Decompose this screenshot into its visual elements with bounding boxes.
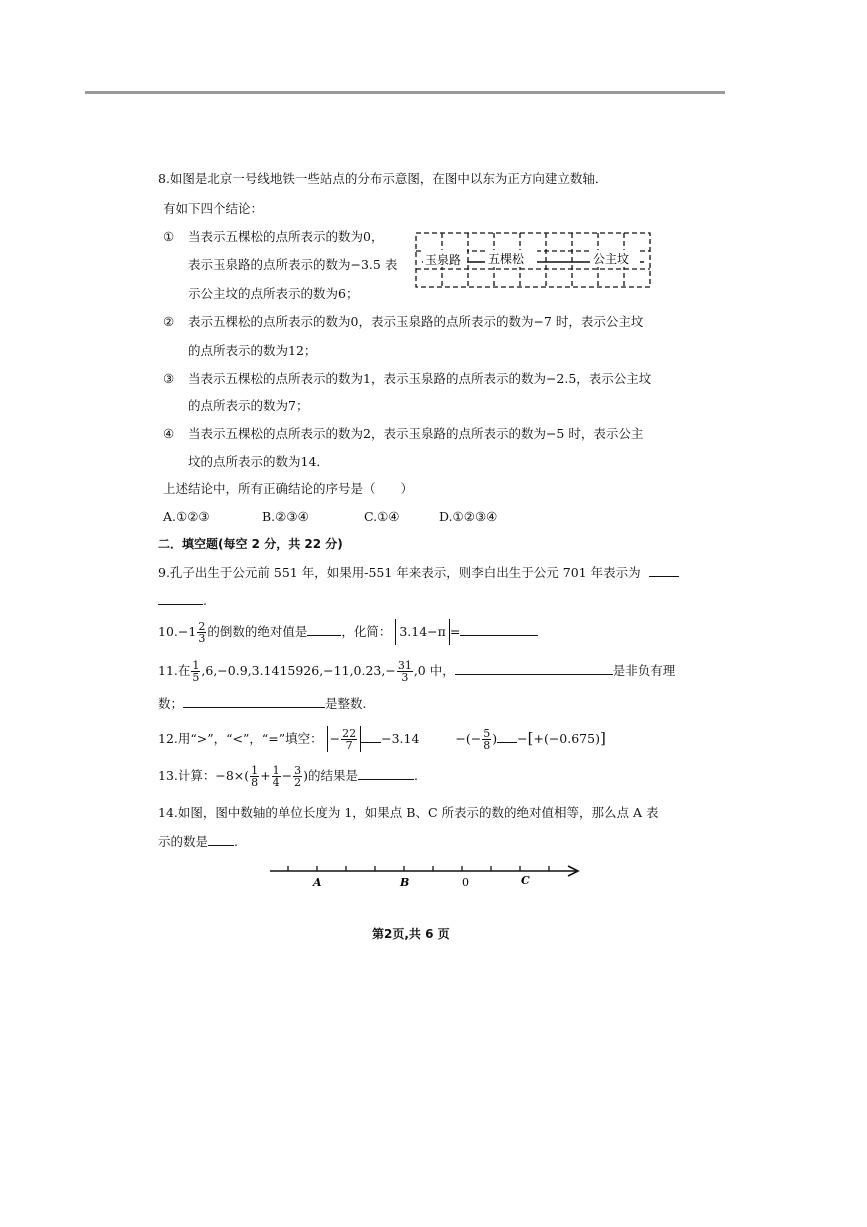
q8-c2-mark: ② bbox=[163, 314, 175, 329]
q10-simplify: ，化简： bbox=[341, 624, 392, 639]
point-label-a: A bbox=[313, 876, 322, 889]
q11-list: ,6,−0.9,3.1415926,−11,0.23̇,− bbox=[201, 663, 396, 678]
q12-text: 12.用“>”，“<”，“=”填空： − $\frac{22}{7}$ −3.14 −(− $\frac{5}{8}$ ) −[+(−0.675)] bbox=[158, 727, 606, 752]
q9-answer-blank[interactable] bbox=[649, 563, 679, 577]
q8-option-c: C.①④ bbox=[364, 509, 400, 524]
point-label-c: C bbox=[521, 874, 530, 887]
map-label-gongzhufen: 公主坟 bbox=[593, 252, 630, 266]
number-line-figure bbox=[266, 858, 586, 892]
q8-c4-line1: 当表示五棵松的点所表示的数为2，表示玉泉路的点所表示的数为−5 时，表示公主 bbox=[188, 426, 644, 441]
q9-stem: 9.孔子出生于公元前 551 年，如果用-551 年来表示，则李白出生于公元 701 年表示为 bbox=[158, 565, 641, 580]
q8-stem: 8.如图是北京一号线地铁一些站点的分布示意图，在图中以东为正方向建立数轴． bbox=[158, 171, 608, 186]
q10-answer-blank-1[interactable] bbox=[307, 622, 341, 636]
q8-question: 上述结论中，所有正确结论的序号是（ ） bbox=[163, 481, 414, 496]
q8-c3-line2: 的点所表示的数为7； bbox=[188, 398, 309, 413]
q8-c1-line2: 表示玉泉路的点所表示的数为−3.5 表 bbox=[188, 257, 398, 272]
section-heading-fill-in: 二．填空题(每空 2 分，共 22 分) bbox=[158, 537, 343, 551]
q9-text bbox=[158, 563, 679, 582]
top-rule bbox=[85, 91, 725, 94]
q8-c1-line1: 当表示五棵松的点所表示的数为0， bbox=[188, 229, 384, 244]
q9-continuation: . bbox=[158, 591, 207, 610]
q11-answer-blank-1[interactable] bbox=[455, 661, 613, 675]
q11-answer-blank-2[interactable] bbox=[183, 694, 325, 708]
q12-answer-blank-1[interactable] bbox=[361, 729, 381, 743]
metro-map-figure bbox=[412, 231, 654, 289]
q10-fraction: $\frac{2}{3}$ bbox=[198, 620, 206, 645]
q12-fraction-2: $\frac{5}{8}$ bbox=[483, 727, 491, 752]
q11-fraction-2: $\frac{31}{3}$ bbox=[397, 659, 412, 684]
q8-option-b: B.②③④ bbox=[262, 509, 309, 524]
map-label-wukesong: 五棵松 bbox=[488, 252, 525, 266]
q8-c1-line3: 示公主坟的点所表示的数为6； bbox=[188, 286, 359, 301]
q8-intro: 有如下四个结论： bbox=[163, 201, 264, 216]
q11-line2: 数； 是整数. bbox=[158, 696, 367, 711]
map-label-yuquanlu: 玉泉路 bbox=[425, 253, 462, 267]
q10-abs-expression: 3.14−π bbox=[395, 619, 450, 645]
q8-c1-mark: ① bbox=[163, 229, 175, 244]
q10-prefix: 10.− bbox=[158, 624, 189, 639]
q8-c3-line1: 当表示五棵松的点所表示的数为1，表示玉泉路的点所表示的数为−2.5，表示公主坟 bbox=[188, 371, 652, 386]
q9-answer-blank-2[interactable] bbox=[158, 591, 203, 605]
q14-line1: 14.如图，图中数轴的单位长度为 1，如果点 B、C 所表示的数的绝对值相等，那么点 A 表 bbox=[158, 805, 659, 820]
q13-text: 13.计算：−8×( $\frac{1}{8}$ + $\frac{1}{4}$ − $\frac{3}{2}$ )的结果是 . bbox=[158, 764, 418, 789]
q10-text bbox=[158, 619, 538, 645]
q8-option-a: A.①②③ bbox=[163, 509, 210, 524]
point-label-b: B bbox=[400, 876, 410, 889]
q10-equals: = bbox=[449, 624, 461, 639]
q10-whole: 1 bbox=[188, 624, 197, 639]
q14-line2: 示的数是 . bbox=[158, 834, 238, 849]
q10-answer-blank-2[interactable] bbox=[460, 622, 538, 636]
q8-c4-mark: ④ bbox=[163, 426, 175, 441]
q13-answer-blank[interactable] bbox=[358, 766, 414, 780]
q12-answer-blank-2[interactable] bbox=[497, 729, 517, 743]
q8-c4-line2: 坟的点所表示的数为14． bbox=[188, 454, 329, 469]
q11-line1: 11.在 $\frac{1}{5}$ ,6,−0.9,3.1415926,−11,0.23̇,− $\frac{31}{3}$ ,0 中， 是非负有理 bbox=[158, 659, 676, 684]
q11-fraction-1: $\frac{1}{5}$ bbox=[192, 659, 200, 684]
q8-c2-line2: 的点所表示的数为12； bbox=[188, 343, 317, 358]
page-footer: 第2页,共 6 页 bbox=[372, 927, 450, 941]
point-label-origin: 0 bbox=[462, 876, 469, 889]
q8-c3-mark: ③ bbox=[163, 371, 175, 386]
q12-abs-1: − $\frac{22}{7}$ bbox=[327, 726, 361, 752]
q8-c2-line1: 表示五棵松的点所表示的数为0，表示玉泉路的点所表示的数为−7 时，表示公主坟 bbox=[188, 314, 644, 329]
q10-mid: 的倒数的绝对值是 bbox=[207, 624, 308, 639]
q8-option-d: D.①②③④ bbox=[439, 509, 498, 524]
q14-answer-blank[interactable] bbox=[208, 832, 234, 846]
